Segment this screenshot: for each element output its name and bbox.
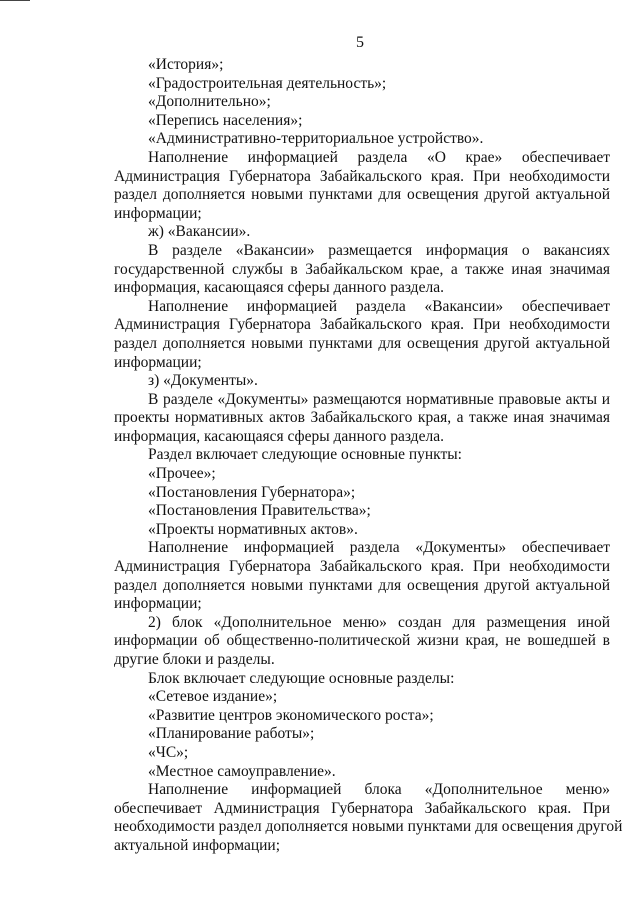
text-line: «Планирование работы»; (148, 725, 315, 743)
text-line: раздел дополняется новыми пунктами для освещения другой актуальной (114, 334, 610, 352)
text-line: «Проекты нормативных актов». (148, 520, 358, 538)
text-line: «Постановления Губернатора»; (148, 483, 356, 501)
text-line: Наполнение информацией блока «Дополнительное меню» (148, 781, 610, 799)
text-line: «Развитие центров экономического роста»; (148, 706, 434, 724)
text-line: Наполнение информацией раздела «О крае» обеспечивает (148, 148, 610, 166)
text-line: проекты нормативных актов Забайкальского края, а также иная значимая (114, 409, 610, 427)
text-line: «Градостроительная деятельность»; (148, 74, 387, 92)
text-line: «Перепись населения»; (148, 111, 303, 129)
text-line: актуальной информации; (114, 836, 281, 854)
text-line: В разделе «Вакансии» размещается информация о вакансиях (148, 241, 610, 259)
text-line: «Дополнительно»; (148, 93, 271, 111)
text-line: Блок включает следующие основные разделы: (148, 669, 455, 687)
text-line: необходимости раздел дополняется новыми пунктами для освещения другой (114, 818, 623, 836)
text-line: Раздел включает следующие основные пункты: (148, 446, 462, 464)
text-line: «Прочее»; (148, 465, 216, 483)
text-line: «ЧС»; (148, 743, 189, 761)
document-body (114, 56, 623, 856)
text-line: 2) блок «Дополнительное меню» создан для размещения иной (148, 613, 610, 631)
text-line: «Сетевое издание»; (148, 688, 278, 706)
text-line: другие блоки и разделы. (114, 651, 275, 668)
text-line: Наполнение информацией раздела «Вакансии» обеспечивает (148, 297, 610, 315)
text-line: з) «Документы». (148, 372, 258, 390)
text-line: государственной службы в Забайкальском крае, а также иная значимая (114, 260, 610, 278)
text-line: «Местное самоуправление». (148, 762, 336, 780)
top-rule (0, 0, 30, 1)
text-line: Наполнение информацией раздела «Документы» обеспечивает (148, 539, 610, 557)
text-line: обеспечивает Администрация Губернатора Забайкальского края. При (114, 799, 610, 817)
text-line: В разделе «Документы» размещаются нормативные правовые акты и (148, 390, 610, 408)
text-line: «Постановления Правительства»; (148, 502, 371, 520)
text-line: Администрация Губернатора Забайкальского края. При необходимости (114, 316, 610, 334)
page-number: 5 (356, 34, 364, 51)
text-line: информации; (114, 204, 202, 222)
text-line: информация, касающаяся сферы данного раздела. (114, 279, 444, 297)
text-line: «Административно-территориальное устройство». (148, 130, 484, 148)
text-line: «История»; (148, 56, 224, 73)
text-line: информации; (114, 353, 202, 371)
text-line: Администрация Губернатора Забайкальского края. При необходимости (114, 167, 610, 185)
text-line: информации; (114, 595, 202, 613)
text-line: ж) «Вакансии». (148, 223, 251, 241)
text-line: Администрация Губернатора Забайкальского края. При необходимости (114, 558, 610, 576)
text-line: раздел дополняется новыми пунктами для освещения другой актуальной (114, 186, 610, 204)
text-line: информации об общественно-политической жизни края, не вошедшей в (114, 632, 610, 650)
text-line: информация, касающаяся сферы данного раздела. (114, 427, 444, 445)
text-line: раздел дополняется новыми пунктами для освещения другой актуальной (114, 576, 610, 594)
